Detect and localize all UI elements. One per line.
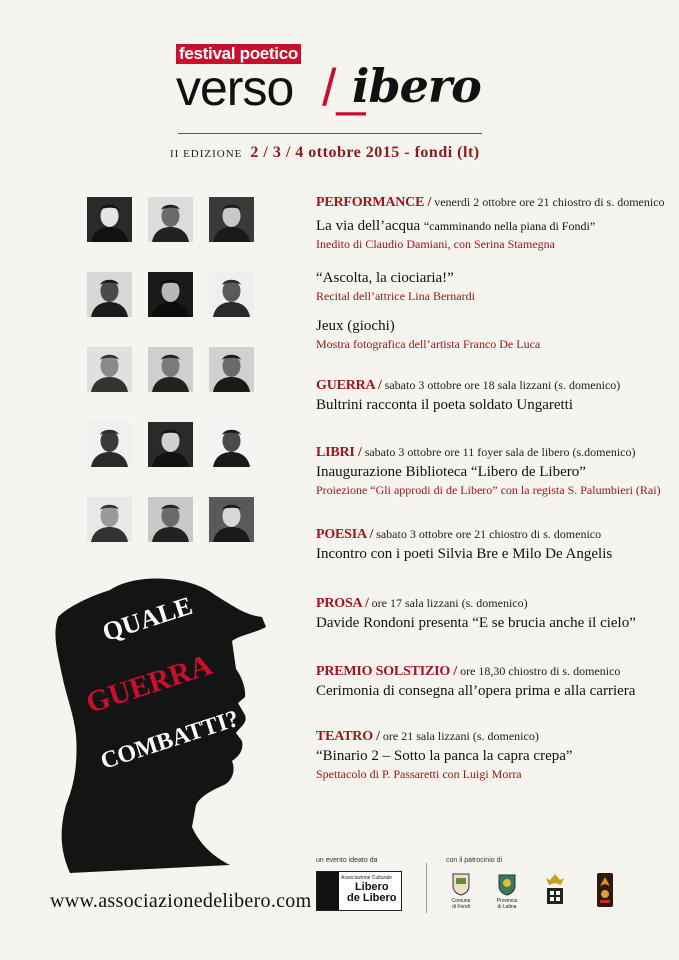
sponsor-line1: Comune [451, 898, 471, 904]
patronage-label: con il patrocinio di [446, 857, 503, 864]
sponsor-line2: di Fondi [452, 904, 470, 910]
portrait-icon [148, 347, 193, 392]
portrait-photo [87, 422, 132, 467]
association-name-line2: de Libero [347, 892, 397, 904]
sponsor-line1: Provincia [496, 898, 518, 904]
portrait-icon [87, 422, 132, 467]
portrait-photo [209, 272, 254, 317]
portrait-photo [148, 272, 193, 317]
portrait-icon [87, 497, 132, 542]
event-when: ore 21 sala lizzani (s. domenico) [379, 729, 539, 743]
portrait-icon [87, 272, 132, 317]
event-note: Inedito di Claudio Damiani, con Serina Stamegna [316, 237, 555, 251]
performance-item [316, 269, 671, 304]
edition-label: II EDIZIONE [170, 148, 243, 160]
event-poesia [316, 527, 671, 564]
coat-of-arms-icon [451, 872, 471, 896]
event-title: Inaugurazione Biblioteca “Libero de Libero” [316, 464, 586, 480]
portrait-photo [148, 347, 193, 392]
portrait-icon [317, 872, 339, 910]
portrait-icon [148, 197, 193, 242]
event-note: Spettacolo di P. Passaretti con Luigi Morra [316, 767, 522, 781]
portrait-icon [209, 497, 254, 542]
event-premio-solstizio [316, 664, 671, 701]
festival-dates: 2 / 3 / 4 ottobre 2015 - fondi (lt) [250, 144, 480, 161]
website-link[interactable]: www.associazionedelibero.com [50, 890, 312, 912]
performance-item [316, 317, 671, 352]
event-title: Davide Rondoni presenta “E se brucia anche il cielo” [316, 615, 636, 631]
sponsor-provincia-latina [492, 872, 522, 910]
footer-divider [426, 863, 427, 913]
event-libri [316, 445, 671, 498]
association-name [347, 882, 397, 904]
association-name-line1: Libero [354, 881, 389, 893]
portrait-icon [148, 272, 193, 317]
sponsor-line2: di Latina [497, 904, 517, 910]
portrait-photo [87, 497, 132, 542]
event-category: TEATRO / [316, 729, 380, 744]
portrait-photo [148, 197, 193, 242]
portrait-icon [87, 197, 132, 242]
logo-slash: /_ [322, 59, 366, 117]
portrait-photo [148, 422, 193, 467]
event-note: Proiezione “Gli approdi di de Libero” con la regista S. Palumbieri (Rai) [316, 483, 661, 497]
event-note: Recital dell’attrice Lina Bernardi [316, 289, 475, 303]
event-category: PERFORMANCE / [316, 195, 432, 210]
association-logo [316, 871, 402, 911]
header-divider [178, 133, 482, 134]
sponsor-emblem-3 [544, 872, 566, 908]
event-prosa [316, 596, 671, 633]
shield-emblem-icon [596, 872, 614, 908]
event-when: sabato 3 ottobre ore 21 chiostro di s. domenico [373, 527, 602, 541]
portrait-icon [209, 422, 254, 467]
organizer-label: un evento ideato da [316, 857, 378, 864]
event-when: venerdì 2 ottobre ore 21 chiostro di s. domenico [431, 195, 665, 209]
event-title: Jeux (giochi) [316, 318, 395, 334]
portrait-photo [209, 422, 254, 467]
logo-verso: verso [176, 60, 294, 116]
portrait-icon [148, 422, 193, 467]
event-category: POESIA / [316, 527, 374, 542]
event-title: “Binario 2 – Sotto la panca la capra crepa” [316, 748, 573, 764]
event-category: LIBRI / [316, 445, 362, 460]
portrait-photo [87, 272, 132, 317]
event-when: ore 17 sala lizzani (s. domenico) [368, 596, 528, 610]
portrait-icon [209, 197, 254, 242]
event-when: ore 18,30 chiostro di s. domenico [457, 664, 621, 678]
association-small-label: Associazione Culturale [341, 875, 392, 881]
sponsor-comune-fondi [448, 872, 474, 910]
event-when: sabato 3 ottobre ore 18 sala lizzani (s. domenico) [381, 378, 621, 392]
event-performance [316, 195, 671, 351]
performance-item [316, 217, 671, 252]
soldier-silhouette-graphic [40, 565, 280, 875]
event-title: Cerimonia di consegna all’opera prima e alla carriera [316, 683, 636, 699]
portrait-photo [209, 197, 254, 242]
portrait-photo [87, 347, 132, 392]
portrait-icon [87, 347, 132, 392]
event-title: La via dell’acqua [316, 218, 424, 234]
festival-label: festival poetico [176, 44, 301, 64]
eagle-emblem-icon [544, 872, 566, 906]
logo-libero: ibero [352, 59, 481, 113]
graphic-text-quale: QUALE [98, 590, 196, 647]
graphic-text-combatti: COMBATTI? [97, 705, 243, 775]
portrait-icon [209, 347, 254, 392]
event-category: PROSA / [316, 596, 369, 611]
portrait-icon [209, 272, 254, 317]
event-note: Mostra fotografica dell’artista Franco De Luca [316, 337, 541, 351]
portrait-photo [87, 197, 132, 242]
graphic-text-guerra: GUERRA [82, 648, 216, 720]
event-title: “Ascolta, la ciociaria!” [316, 270, 454, 286]
sponsor-emblem-4 [596, 872, 614, 910]
event-guerra [316, 378, 671, 415]
portrait-icon [148, 497, 193, 542]
coat-of-arms-icon [496, 872, 518, 896]
event-teatro [316, 729, 671, 782]
event-title: Incontro con i poeti Silvia Bre e Milo De Angelis [316, 546, 613, 562]
event-category: PREMIO SOLSTIZIO / [316, 664, 458, 679]
portrait-photo [209, 497, 254, 542]
portrait-photo [209, 347, 254, 392]
edition-line [170, 144, 510, 162]
event-title-sub: “camminando nella piana di Fondi” [423, 219, 596, 233]
portrait-photo [148, 497, 193, 542]
event-when: sabato 3 ottobre ore 11 foyer sala de libero (s.domenico) [361, 445, 636, 459]
event-category: GUERRA / [316, 378, 382, 393]
event-title: Bultrini racconta il poeta soldato Ungaretti [316, 397, 574, 413]
